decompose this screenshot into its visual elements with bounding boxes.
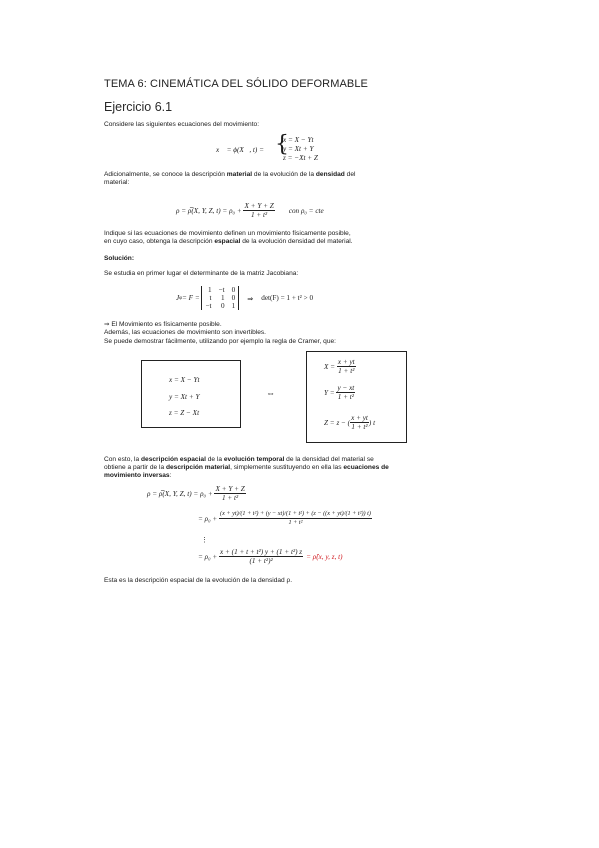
motion-eq-line: x = X − Yt bbox=[283, 136, 314, 144]
intro-paragraph: Considere las siguientes ecuaciones del movimiento: bbox=[104, 121, 260, 128]
direct-eq-line: x = X − Yt bbox=[169, 376, 200, 384]
jacobian-equation: J φ = F = 1 −t 0 t 1 0 −t 0 1 ⇒ det(F) = 1 + t² > 0 bbox=[176, 286, 314, 310]
density-condition: con ρ₀ = cte bbox=[288, 206, 324, 215]
derivation-line-2: = ρ₀ + (x + yt)/(1 + t²) + (y − xt)/(1 + t²) + (z − ((x + yt)/(1 + t²)) t) 1 + t² bbox=[198, 510, 371, 526]
inverse-eq-Z: Z = z − ( $\frac{x + yt}{\text{1 + t²}}$ ) t bbox=[324, 414, 376, 431]
page-title: TEMA 6: CINEMÁTICA DEL SÓLIDO DEFORMABLE bbox=[104, 78, 368, 90]
inverse-equations-box bbox=[306, 351, 407, 443]
implies-arrow: ⇒ bbox=[247, 294, 254, 303]
solution-label: Solución: bbox=[104, 255, 135, 262]
motion-eq-line: z = −Xt + Z bbox=[283, 154, 318, 162]
motion-equation-system bbox=[283, 136, 318, 163]
jacobian-intro: Se estudia en primer lugar el determinante de la matriz Jacobiana: bbox=[104, 270, 299, 277]
question-paragraph: Indique si las ecuaciones de movimiento definen un movimiento físicamente posible, en cuyo caso, obtenga la descripción espacial de la evolución densidad del material. bbox=[104, 230, 353, 245]
spatial-density-result: = ρ̂(x, y, z, t) bbox=[306, 552, 343, 561]
left-brace: { bbox=[275, 132, 289, 157]
material-density-paragraph: Adicionalmente, se conoce la descripción material de la evolución de la densidad del material: bbox=[104, 171, 356, 186]
motion-eq-line: y = Xt + Y bbox=[283, 145, 314, 153]
vertical-dots: ⋮ bbox=[201, 536, 209, 544]
motion-equation-lhs: x⃗ = ϕ(X⃗, t) = bbox=[216, 146, 264, 154]
direct-eq-line: z = Z − Xt bbox=[169, 409, 200, 417]
inverse-eq-X: X = $\frac{x + yt}{\text{1 + t²}}$ bbox=[324, 358, 355, 375]
equivalence-arrow: ⇔ bbox=[266, 388, 275, 398]
direct-equations-box bbox=[141, 360, 241, 428]
substitution-paragraph: Con esto, la descripción espacial de la evolución temporal de la densidad del material se obtiene a partir de la descripción material, simplemente sustituyendo en ella las ecuaciones de movimiento inversas: bbox=[104, 456, 389, 479]
derivation-line-1: ρ = ρ̅(X, Y, Z, t) = ρ₀ + $\frac{X + Y + Z}{\text{1 + t²}}$ bbox=[147, 485, 245, 502]
density-equation: ρ = ρ̅(X, Y, Z, t) = ρ₀ + $\frac{X + Y + Z}{\text{1 + t²}}$ con ρ₀ = cte bbox=[176, 202, 324, 219]
exercise-heading: Ejercicio 6.1 bbox=[104, 100, 173, 114]
derivation-line-3: = ρ₀ + $\frac{\text{x + (1 + t + t²) y + (1 + t²) z}}{\text{(1 + t²)²}}$ = ρ̂(x, y, z, t) bbox=[198, 548, 343, 565]
invertibility-paragraph: ⇒ El Movimiento es físicamente posible. Además, las ecuaciones de movimiento son invertibles. Se puede demostrar fácilmente, utilizando por ejemplo la regla de Cramer, que: bbox=[104, 321, 337, 345]
direct-eq-line: y = Xt + Y bbox=[169, 392, 200, 401]
jacobian-matrix: 1 −t 0 t 1 0 −t 0 1 bbox=[201, 286, 239, 310]
closing-sentence: Esta es la descripción espacial de la evolución de la densidad ρ. bbox=[104, 577, 293, 584]
inverse-eq-Y: Y = $\frac{y - xt}{\text{1 + t²}}$ bbox=[324, 384, 355, 401]
